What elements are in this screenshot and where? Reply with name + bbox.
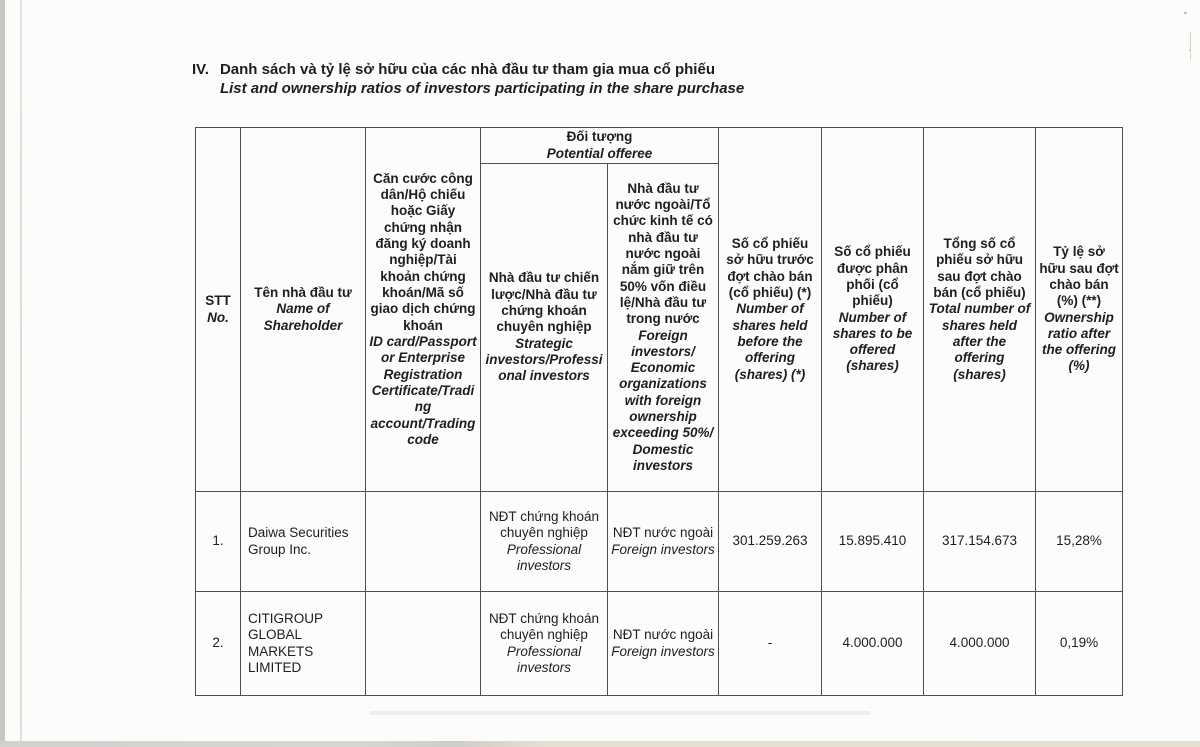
col-header-shares-offered: Số cổ phiếu được phân phối (cổ phiếu) Number of shares to be offered (shares) [822,128,924,492]
row1-ratio-after: 15,28% [1036,492,1123,592]
col-header-shares-after: Tổng số cổ phiếu sở hữu sau đợt chào bán (cổ phiếu) Total number of shares held after the offering (shares) [924,128,1036,492]
col-header-ratio-after: Tỷ lệ sở hữu sau đợt chào bán (%) (**) Ownership ratio after the offering (%) [1036,128,1123,492]
row2-shareholder-name: CITIGROUP GLOBAL MARKETS LIMITED [241,592,366,696]
row1-investor-nationality: NĐT nước ngoài Foreign investors [608,492,719,592]
row2-shares-after: 4.000.000 [924,592,1036,696]
scan-speck [1190,32,1191,60]
row2-shares-before: - [719,592,822,696]
row1-shares-before: 301.259.263 [719,492,822,592]
row1-no: 1. [196,492,241,592]
col-header-name: Tên nhà đầu tư Name of Shareholder [241,128,366,492]
row2-investor-type: NĐT chứng khoán chuyên nghiệp Professional investors [481,592,608,696]
section-title-english: List and ownership ratios of investors participating in the share purchase [219,79,745,97]
shareholders-table [195,127,1123,696]
row1-shareholder-name: Daiwa Securities Group Inc. [241,492,366,592]
col-header-shares-before: Số cổ phiếu sở hữu trước đợt chào bán (cổ phiếu) (*) Number of shares held before the offering (shares) (*) [719,128,822,492]
scan-page-edge-line [20,0,22,747]
row2-shares-offered: 4.000.000 [822,592,924,696]
col-header-id-document: Căn cước công dân/Hộ chiếu hoặc Giấy chứng nhận đăng ký doanh nghiệp/Tài khoản chứng khoán/Mã số giao dịch chứng khoán ID card/Passport or Enterprise Registration Certificate/Trading account/Trading code [366,128,481,492]
row1-shares-offered: 15.895.410 [822,492,924,592]
scan-edge-bottom [0,741,1200,747]
col-header-strategic-professional: Nhà đầu tư chiến lược/Nhà đầu tư chứng khoán chuyên nghiệp Strategic investors/Professional investors [481,164,608,492]
row2-investor-nationality: NĐT nước ngoài Foreign investors [608,592,719,696]
row2-ratio-after: 0,19% [1036,592,1123,696]
col-header-foreign-domestic: Nhà đầu tư nước ngoài/Tổ chức kinh tế có nhà đầu tư nước ngoài nắm giữ trên 50% vốn điều lệ/Nhà đầu tư trong nước Foreign investors/ Economic organizations with foreign ownership exceeding 50%/ Domestic investors [608,164,719,492]
col-header-stt: STT No. [196,128,241,492]
row2-no: 2. [196,592,241,696]
scan-smudge [370,711,870,715]
row1-investor-type: NĐT chứng khoán chuyên nghiệp Professional investors [481,492,608,592]
row1-shares-after: 317.154.673 [924,492,1036,592]
col-header-offeree-group: Đối tượng Potential offeree [481,128,719,164]
section-title-vietnamese: Danh sách và tỷ lệ sở hữu của các nhà đầu tư tham gia mua cổ phiếu [219,61,715,78]
row1-id-document [366,492,481,592]
scan-speck [1184,12,1187,14]
section-heading [192,61,744,99]
scan-edge-left [0,0,5,747]
section-number: IV. [192,61,209,78]
row2-id-document [366,592,481,696]
